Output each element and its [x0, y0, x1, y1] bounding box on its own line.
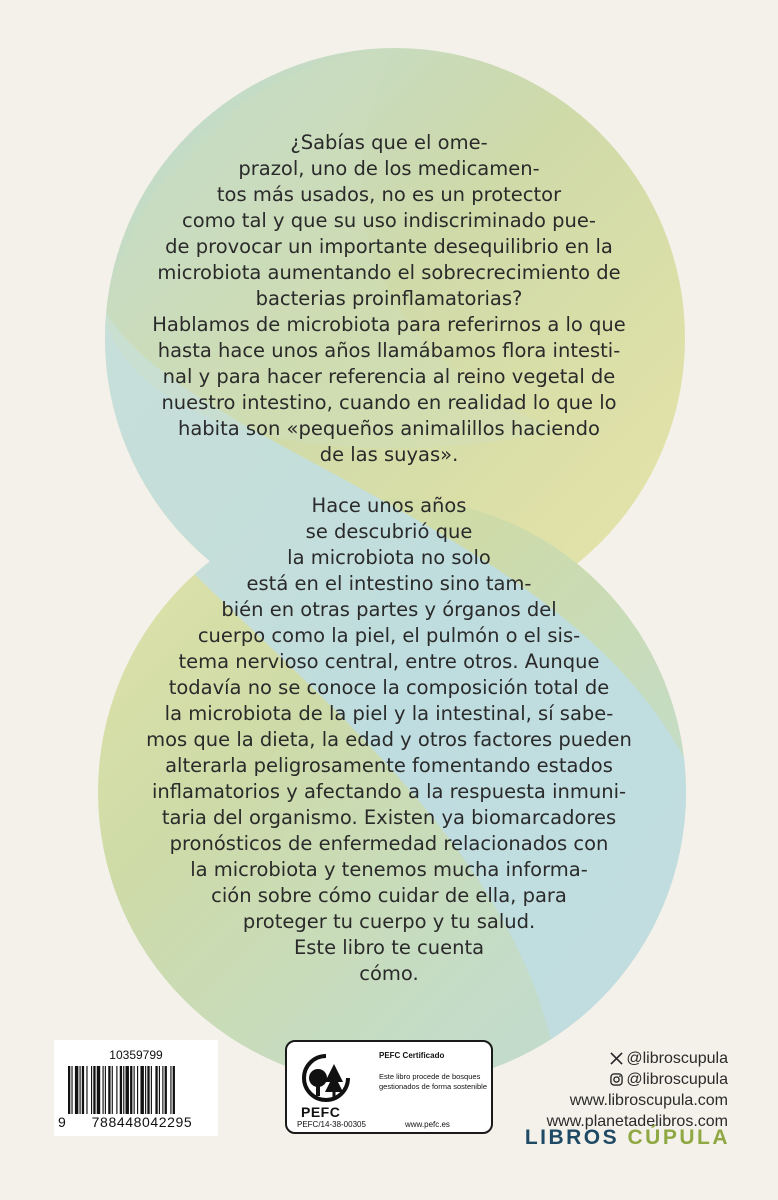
- text-line: la microbiota de la piel y la intestinal, sí sabe-: [164, 702, 614, 725]
- paragraph-2: [0, 312, 778, 468]
- x-handle-row[interactable]: [610, 1050, 728, 1068]
- text-line: ¿Sabías que el ome-: [290, 131, 488, 154]
- text-line: mos que la dieta, la edad y otros factores pueden: [146, 728, 632, 751]
- barcode-icon: [68, 1066, 208, 1114]
- text-line: Este libro te cuenta: [293, 936, 485, 959]
- pefc-tree-icon: [299, 1052, 353, 1102]
- text-line: bién en otras partes y órganos del: [221, 598, 557, 621]
- text-line: está en el intestino sino tam-: [246, 572, 532, 595]
- instagram-handle: @libroscupula: [626, 1071, 728, 1088]
- text-line: nuestro intestino, cuando en realidad lo que lo: [161, 391, 617, 414]
- text-line: como tal y que su uso indiscriminado pue-: [182, 209, 596, 232]
- barcode-block: [54, 1040, 218, 1136]
- text-line: alterarla peligrosamente fomentando estados: [165, 754, 613, 777]
- text-line: inflamatorios y afectando a la respuesta inmuni-: [151, 780, 627, 803]
- text-line: taria del organismo. Existen ya biomarcadores: [161, 806, 617, 829]
- pefc-wordmark: PEFC: [301, 1104, 341, 1120]
- instagram-icon: [610, 1073, 623, 1086]
- text-line: ción sobre cómo cuidar de ella, para: [211, 884, 567, 907]
- instagram-handle-row[interactable]: [610, 1071, 728, 1089]
- text-line: Hace unos años: [311, 494, 467, 517]
- text-line: la microbiota no solo: [287, 546, 491, 569]
- text-line: prazol, uno de los medicamen-: [238, 157, 540, 180]
- text-line: de provocar un importante desequilibrio en la: [165, 235, 613, 258]
- pefc-title: PEFC Certificado: [379, 1051, 445, 1060]
- pefc-certification-label: [285, 1040, 493, 1134]
- product-code: 10359799: [109, 1048, 163, 1062]
- pefc-license-id: PEFC/14-38-00305: [297, 1120, 366, 1129]
- text-line: la microbiota y tenemos mucha informa-: [190, 858, 588, 881]
- website-libroscupula[interactable]: www.libroscupula.com: [569, 1092, 728, 1109]
- text-line: se descubrió que: [305, 520, 473, 543]
- x-icon: [610, 1052, 623, 1065]
- text-line: habita son «pequeños animalillos haciendo: [178, 417, 600, 440]
- text-line: cómo.: [359, 962, 419, 985]
- text-line: tema nervioso central, entre otros. Aunque: [178, 650, 600, 673]
- pefc-description: Este libro procede de bosques gestionados de forma sostenible: [379, 1072, 487, 1091]
- paragraph-3: [0, 493, 778, 987]
- text-line: de las suyas».: [319, 443, 459, 466]
- publisher-name-part2: CÚPULA: [627, 1126, 730, 1149]
- isbn-digits: 788448042295: [91, 1114, 193, 1130]
- text-line: nal y para hacer referencia al reino vegetal de: [162, 365, 616, 388]
- text-line: proteger tu cuerpo y tu salud.: [242, 910, 536, 933]
- text-line: cuerpo como la piel, el pulmón o el sis-: [197, 624, 581, 647]
- publisher-name-part1: LIBROS: [524, 1126, 620, 1149]
- pefc-website: www.pefc.es: [405, 1120, 450, 1129]
- text-line: microbiota aumentando el sobrecrecimiento de: [157, 261, 621, 284]
- publisher-logo: [525, 1126, 730, 1150]
- text-line: bacterias proinflamatorias?: [255, 287, 523, 310]
- text-line: todavía no se conoce la composición total de: [168, 676, 610, 699]
- text-line: Hablamos de microbiota para referirnos a lo que: [152, 313, 626, 336]
- website-planetadelibros[interactable]: www.planetadelibros.com: [546, 1113, 728, 1130]
- paragraph-1: [0, 130, 778, 312]
- text-line: tos más usados, no es un protector: [216, 183, 562, 206]
- isbn-lead-digit: 9: [58, 1114, 66, 1130]
- x-handle: @libroscupula: [626, 1050, 728, 1067]
- text-line: hasta hace unos años llamábamos flora intesti-: [157, 339, 621, 362]
- text-line: pronósticos de enfermedad relacionados con: [169, 832, 609, 855]
